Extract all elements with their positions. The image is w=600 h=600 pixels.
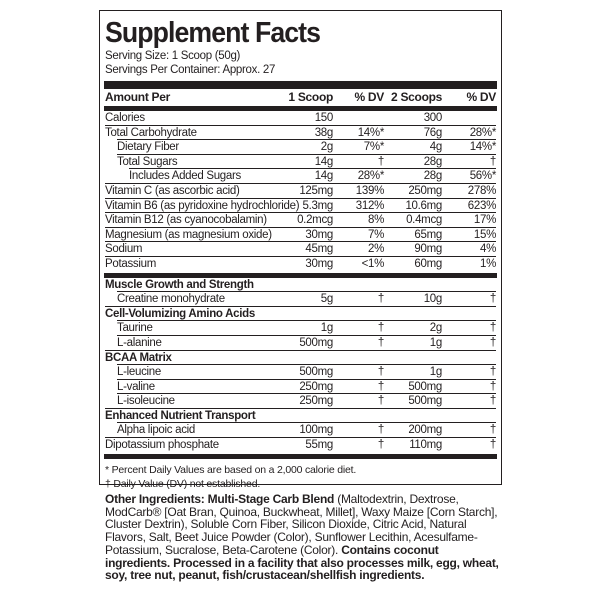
- amount-2-scoops: 65mg: [414, 228, 442, 241]
- section-header-row: [105, 409, 496, 424]
- nutrient-name: Sodium: [105, 243, 143, 256]
- amount-2-scoops: 4g: [429, 141, 442, 154]
- dv-1-scoop: 8%: [367, 214, 384, 227]
- table-row: [105, 126, 496, 141]
- dv-1-scoop: †: [377, 336, 384, 349]
- section-header-row: [105, 307, 496, 322]
- amount-1-scoop: 500mg: [299, 336, 333, 349]
- footnote-dv-not-established: † Daily Value (DV) not established.: [105, 477, 261, 490]
- amount-1-scoop: 30mg: [305, 257, 333, 270]
- dv-2-scoops: †: [489, 395, 496, 408]
- dv-1-scoop: 312%: [355, 199, 384, 212]
- dv-1-scoop: 7%*: [363, 141, 384, 154]
- amount-2-scoops: 1g: [429, 366, 442, 379]
- servings-per-container: Servings Per Container: Approx. 27: [105, 64, 276, 76]
- dv-2-scoops: †: [489, 155, 496, 168]
- nutrient-name: Magnesium (as magnesium oxide): [105, 228, 272, 241]
- dv-2-scoops: 4%: [479, 243, 496, 256]
- nutrient-name: L-isoleucine: [117, 395, 175, 408]
- supplement-facts-panel: [99, 10, 502, 490]
- header-amount-per: Amount Per: [105, 90, 171, 104]
- dv-2-scoops: 623%: [467, 199, 496, 212]
- amount-2-scoops: 28g: [423, 155, 442, 168]
- amount-1-scoop: 100mg: [299, 424, 333, 437]
- other-ingredients: [105, 493, 505, 582]
- amount-1-scoop: 5.3mg: [302, 199, 333, 212]
- nutrient-name: Total Sugars: [117, 155, 178, 168]
- dv-2-scoops: †: [489, 366, 496, 379]
- amount-2-scoops: 60mg: [414, 257, 442, 270]
- nutrient-name: Taurine: [117, 322, 153, 335]
- amount-1-scoop: 14g: [314, 155, 333, 168]
- ingredients-text: (Maltodextrin, Dextrose, ModCarb® [Oat Bran, Quinoa, Buckwheat, Millet], Waxy Maize [Corn Starch], Cluster Dextrin), Soluble Corn Fiber, Silicon Dioxide, Citric Acid, Natural Flavors, Salt, Beet Juice Powder (Color), Sunflower Lecithin, Acesulfame-Potassium, Sucralose, Beta-Carotene (Color).: [105, 492, 498, 557]
- dv-1-scoop: †: [377, 439, 384, 452]
- column-header-row: [105, 89, 496, 105]
- table-row: [105, 438, 496, 453]
- nutrient-name: Alpha lipoic acid: [117, 424, 196, 437]
- dv-2-scoops: 15%: [473, 228, 496, 241]
- ingredients-label: Other Ingredients: Multi-Stage Carb Blend: [105, 492, 335, 506]
- nutrient-name: Enhanced Nutrient Transport: [105, 409, 256, 422]
- table-row: [105, 184, 496, 199]
- amount-2-scoops: 300: [423, 112, 442, 124]
- amount-2-scoops: 200mg: [408, 424, 442, 437]
- dv-1-scoop: 28%*: [357, 170, 384, 183]
- nutrient-name: Vitamin C (as ascorbic acid): [105, 184, 240, 197]
- dv-2-scoops: 17%: [473, 214, 496, 227]
- dv-2-scoops: 1%: [479, 257, 496, 270]
- dv-1-scoop: <1%: [361, 257, 384, 270]
- dv-1-scoop: †: [377, 293, 384, 306]
- table-row: [105, 242, 496, 257]
- nutrient-name: L-leucine: [117, 366, 161, 379]
- nutrient-name: Vitamin B6 (as pyridoxine hydrochloride): [105, 199, 300, 212]
- dv-1-scoop: †: [377, 322, 384, 335]
- nutrient-name: Dietary Fiber: [117, 141, 179, 154]
- amount-1-scoop: 125mg: [299, 184, 333, 197]
- dv-1-scoop: †: [377, 424, 384, 437]
- table-row: [105, 365, 496, 380]
- dv-1-scoop: 139%: [355, 184, 384, 197]
- panel-title: Supplement Facts: [105, 17, 321, 49]
- amount-1-scoop: 250mg: [299, 395, 333, 408]
- nutrient-name: Creatine monohydrate: [117, 293, 225, 306]
- dv-2-scoops: 56%*: [469, 170, 496, 183]
- nutrient-name: L-alanine: [117, 336, 162, 349]
- amount-2-scoops: 1g: [429, 336, 442, 349]
- section-header-row: [105, 278, 496, 293]
- amount-1-scoop: 45mg: [305, 243, 333, 256]
- table-row: [105, 321, 496, 336]
- amount-1-scoop: 14g: [314, 170, 333, 183]
- amount-1-scoop: 500mg: [299, 366, 333, 379]
- table-row: [105, 111, 496, 126]
- table-row: [105, 336, 496, 351]
- dv-2-scoops: †: [489, 293, 496, 306]
- amount-2-scoops: 250mg: [408, 184, 442, 197]
- dv-2-scoops: †: [489, 439, 496, 452]
- amount-1-scoop: 5g: [320, 293, 333, 306]
- dv-1-scoop: 14%*: [357, 126, 384, 139]
- table-row: [105, 394, 496, 409]
- amount-2-scoops: 500mg: [408, 380, 442, 393]
- header-1-scoop: 1 Scoop: [288, 90, 333, 104]
- dv-1-scoop: †: [377, 380, 384, 393]
- table-row: [105, 380, 496, 395]
- proprietary-table: [105, 278, 496, 453]
- table-row: [105, 213, 496, 228]
- amount-2-scoops: 76g: [423, 126, 442, 139]
- amount-1-scoop: 1g: [320, 322, 333, 335]
- dv-2-scoops: †: [489, 336, 496, 349]
- nutrient-name: L-valine: [117, 380, 155, 393]
- footnote-percent-dv: * Percent Daily Values are based on a 2,000 calorie diet.: [105, 463, 357, 476]
- nutrient-name: Includes Added Sugars: [129, 170, 241, 183]
- nutrient-name: Potassium: [105, 257, 156, 270]
- dv-1-scoop: 2%: [367, 243, 384, 256]
- amount-2-scoops: 500mg: [408, 395, 442, 408]
- dv-2-scoops: 278%: [467, 184, 496, 197]
- allergen-warning: Contains coconut ingredients. Processed in a facility that also processes milk, egg, wheat, soy, tree nut, peanut, fish/crustacean/shellfish ingredients.: [105, 542, 499, 583]
- table-row: [105, 155, 496, 170]
- nutrient-name: Dipotassium phosphate: [105, 439, 219, 452]
- amount-1-scoop: 150: [314, 112, 333, 124]
- nutrient-name: Total Carbohydrate: [105, 126, 197, 139]
- amount-2-scoops: 0.4mcg: [406, 214, 442, 227]
- dv-1-scoop: †: [377, 155, 384, 168]
- dv-2-scoops: 28%*: [469, 126, 496, 139]
- amount-1-scoop: 0.2mcg: [297, 214, 333, 227]
- amount-2-scoops: 110mg: [409, 439, 442, 452]
- nutrient-table: [105, 111, 496, 272]
- amount-1-scoop: 38g: [314, 126, 333, 139]
- amount-2-scoops: 90mg: [414, 243, 442, 256]
- dv-1-scoop: †: [377, 366, 384, 379]
- table-row: [105, 228, 496, 243]
- nutrient-name: Vitamin B12 (as cyanocobalamin): [105, 214, 267, 227]
- amount-1-scoop: 2g: [320, 141, 333, 154]
- amount-1-scoop: 30mg: [305, 228, 333, 241]
- amount-2-scoops: 2g: [429, 322, 442, 335]
- table-row: [105, 169, 496, 184]
- amount-2-scoops: 28g: [423, 170, 442, 183]
- dv-1-scoop: 7%: [367, 228, 384, 241]
- header-dv-1: % DV: [354, 90, 384, 104]
- header-dv-2: % DV: [466, 90, 496, 104]
- serving-size: Serving Size: 1 Scoop (50g): [105, 50, 241, 62]
- nutrient-name: BCAA Matrix: [105, 351, 172, 364]
- nutrient-name: Calories: [105, 112, 145, 124]
- amount-2-scoops: 10.6mg: [405, 199, 442, 212]
- section-header-row: [105, 351, 496, 366]
- amount-1-scoop: 250mg: [299, 380, 333, 393]
- table-row: [105, 423, 496, 438]
- dv-2-scoops: 14%*: [469, 141, 496, 154]
- dv-2-scoops: †: [489, 380, 496, 393]
- thick-divider: [104, 81, 497, 89]
- table-row: [105, 199, 496, 214]
- amount-1-scoop: 55mg: [305, 439, 333, 452]
- header-2-scoops: 2 Scoops: [391, 90, 442, 104]
- table-row: [105, 257, 496, 272]
- dv-2-scoops: †: [489, 424, 496, 437]
- table-row: [105, 292, 496, 307]
- nutrient-name: Muscle Growth and Strength: [105, 278, 254, 291]
- dv-2-scoops: †: [489, 322, 496, 335]
- nutrient-name: Cell-Volumizing Amino Acids: [105, 307, 255, 320]
- table-row: [105, 140, 496, 155]
- dv-1-scoop: †: [377, 395, 384, 408]
- amount-2-scoops: 10g: [423, 293, 442, 306]
